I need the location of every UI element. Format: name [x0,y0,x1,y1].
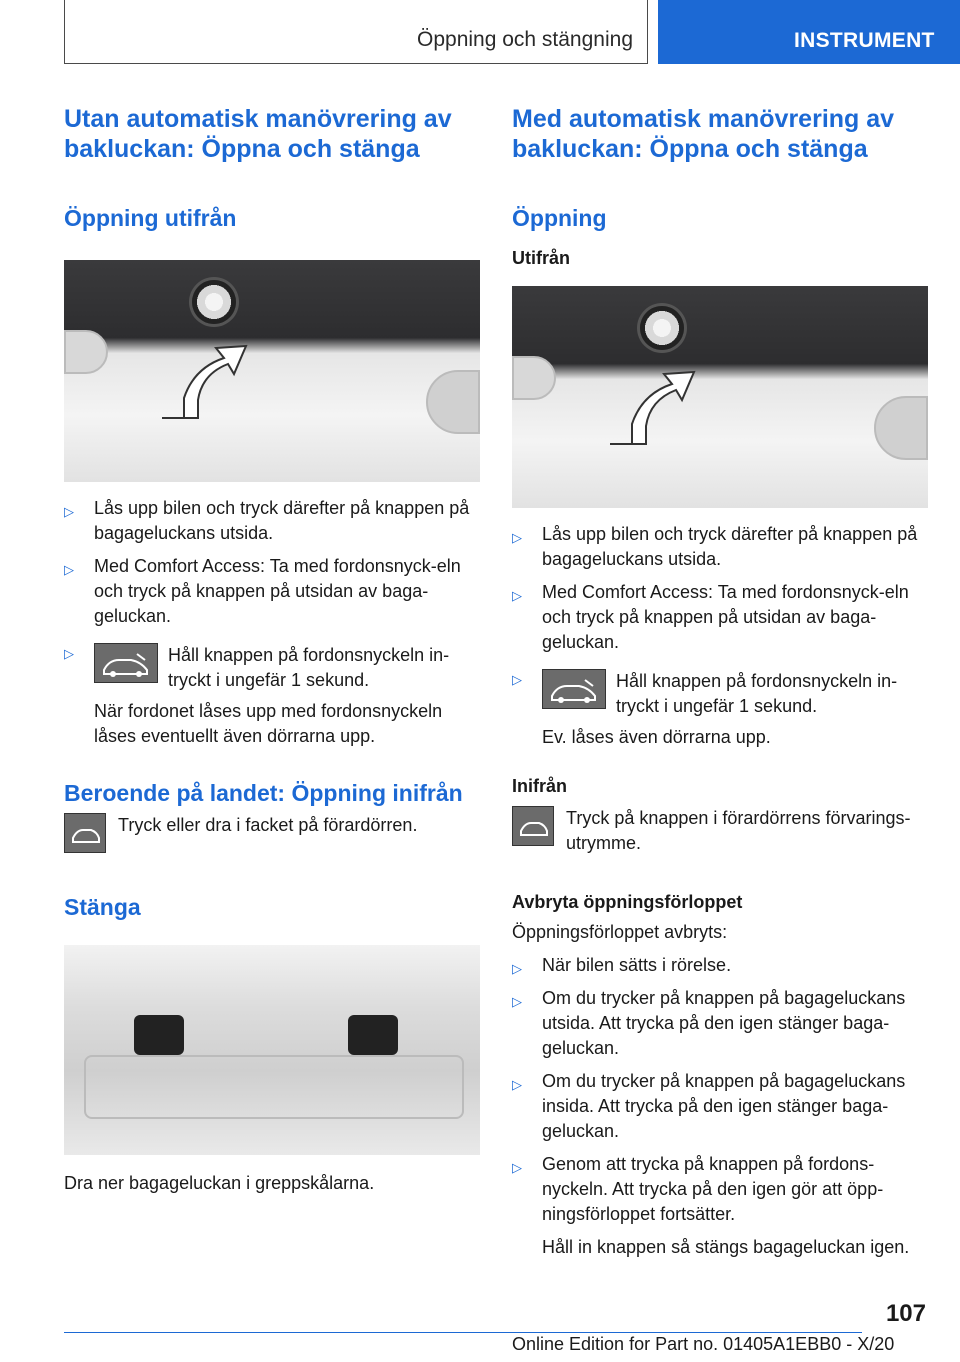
key-bullet-text: Håll knappen på fordonsnyckeln in-tryckt i ungefär 1 sekund. [616,671,898,716]
car-trunk-key-icon [542,669,606,709]
trunk-edge-right [874,396,928,460]
bmw-logo-icon [192,280,236,324]
left-column [64,104,480,1196]
footer-edition: Online Edition for Part no. 01405A1EBB0 - X/20 [512,1334,895,1354]
close-heading: Stänga [64,894,141,920]
right-heading: Med automatisk manövrering av bakluckan: Öppna och stänga [512,105,895,163]
list-item: ▷ Genom att trycka på knappen på fordons-nyckeln. Att trycka på den igen gör att öpp-ningsförloppet fortsätter. [512,1154,884,1224]
triangle-right-icon: ▷ [512,994,522,1009]
list-item: ▷ När bilen sätts i rörelse. [512,955,732,976]
triangle-right-icon: ▷ [512,588,522,603]
key-bullet [512,669,928,750]
car-trunk-key-icon [94,643,158,683]
right-open-heading: Öppning [512,205,607,231]
list-item: ▷ Om du trycker på knappen på bagageluckans insida. Att trycka på den igen stänger baga-geluckan. [512,1071,906,1141]
country-heading: Beroende på landet: Öppning inifrån [64,780,463,806]
press-arrow-icon [154,338,274,428]
trunk-button-image [64,260,480,482]
country-text: Tryck eller dra i facket på förardörren. [118,815,418,835]
key-bullet-text: Håll knappen på fordonsnyckeln in-tryckt i ungefär 1 sekund. [168,645,450,690]
country-row [64,813,480,853]
right-column [512,104,928,1260]
list-item: ▷ Med Comfort Access: Ta med fordonsnyck-eln och tryck på knappen på utsidan av baga-geluckan. [512,582,909,652]
triangle-right-icon: ▷ [64,562,74,577]
left-open-outside-heading: Öppning utifrån [64,205,237,231]
left-open-bullets [64,496,480,629]
cancel-heading: Avbryta öppningsförloppet [512,892,743,912]
list-item: ▷ Med Comfort Access: Ta med fordonsnyck-eln och tryck på knappen på utsidan av baga-geluckan. [64,556,461,626]
cancel-bullets [512,953,928,1227]
triangle-right-icon: ▷ [512,530,522,545]
press-arrow-icon [602,364,722,454]
triangle-right-icon: ▷ [512,1160,522,1175]
triangle-right-icon: ▷ [64,504,74,519]
triangle-right-icon: ▷ [512,672,522,687]
header-section-title: Öppning och stängning [417,28,633,51]
trunk-edge-right [426,370,480,434]
inside-heading: Inifrån [512,776,568,796]
inside-text: Tryck på knappen i förardörrens förvarings-utrymme. [566,808,911,853]
header-chapter-title: INSTRUMENT [794,29,935,52]
trunk-edge-left [512,356,556,400]
header-section-box [64,0,648,64]
list-item: ▷ Lås upp bilen och tryck därefter på knappen på bagageluckans utsida. [64,498,470,543]
trunk-lid-image [64,945,480,1155]
trunk-panel-outline [84,1055,464,1119]
triangle-right-icon: ▷ [64,646,74,661]
key-note: När fordonet låses upp med fordonsnyckeln låses eventuellt även dörrarna upp. [94,701,443,746]
outside-heading: Utifrån [512,248,570,268]
grip-recess-right [348,1015,398,1055]
grip-recess-left [134,1015,184,1055]
trunk-edge-left [64,330,108,374]
hold-text: Håll in knappen så stängs bagageluckan igen. [542,1237,910,1257]
cancel-intro: Öppningsförloppet avbryts: [512,922,728,942]
triangle-right-icon: ▷ [512,961,522,976]
trunk-button-image [512,286,928,508]
inside-row [512,806,928,856]
list-item: ▷ Lås upp bilen och tryck därefter på knappen på bagageluckans utsida. [512,524,918,569]
car-trunk-key-icon [512,806,554,846]
page-number: 107 [885,1300,926,1327]
list-item: ▷ Om du trycker på knappen på bagageluckans utsida. Att trycka på den igen stänger baga-geluckan. [512,988,906,1058]
close-caption: Dra ner bagageluckan i greppskålarna. [64,1173,375,1193]
key-note: Ev. låses även dörrarna upp. [542,727,771,747]
header-chapter-box [658,0,960,64]
triangle-right-icon: ▷ [512,1077,522,1092]
car-trunk-key-icon [64,813,106,853]
footer-divider [64,1332,862,1333]
right-open-bullets [512,522,928,655]
left-heading: Utan automatisk manövrering av bakluckan: Öppna och stänga [64,105,452,163]
bmw-logo-icon [640,306,684,350]
key-bullet [64,643,480,749]
